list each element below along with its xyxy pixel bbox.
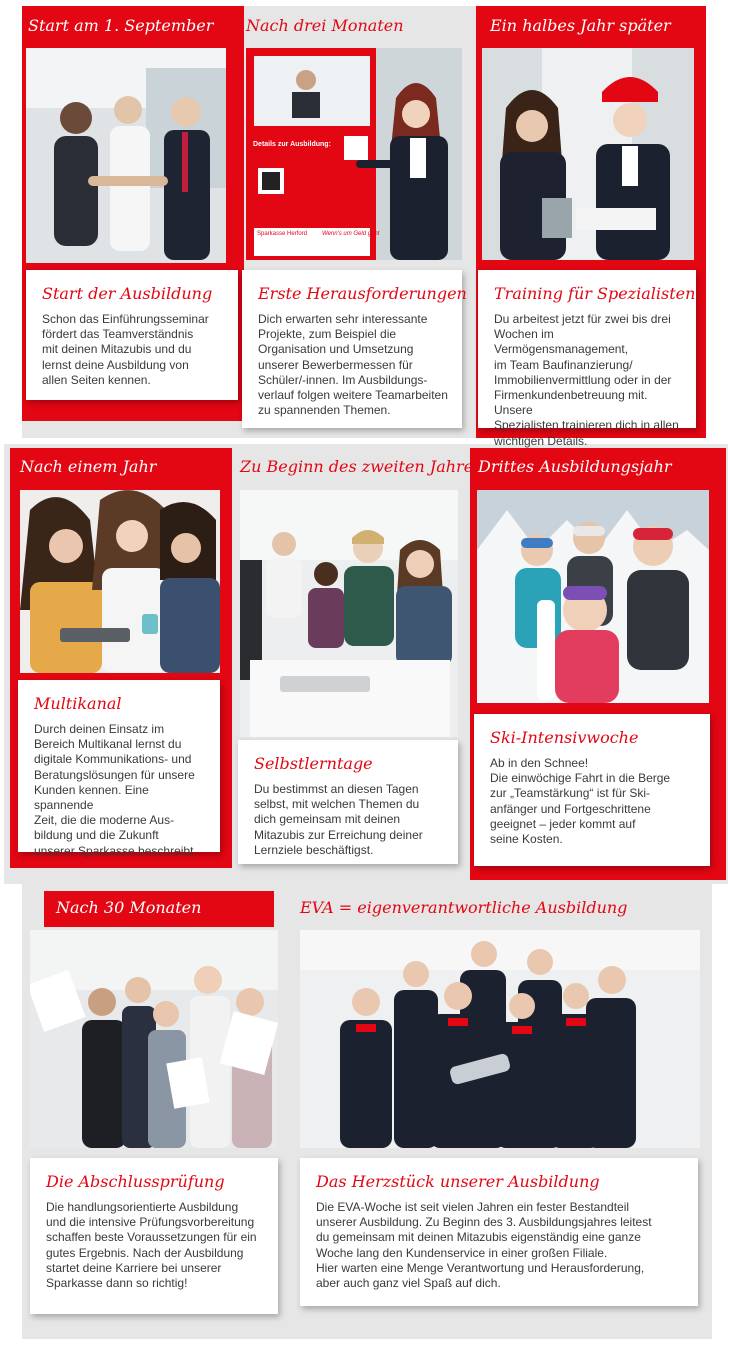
card-title: Erste Herausforderungen [258, 284, 467, 303]
card-title: Das Herzstück unserer Ausbildung [316, 1172, 600, 1191]
card-text: Du bestimmst an diesen Tagen selbst, mit welchen Themen du dich gemeinsam mit deinen Mitazubis zur Erreichung deiner Lernziele beschäftigst. [254, 782, 423, 857]
card-title: Training für Spezialisten [494, 284, 696, 303]
poster-brand: Sparkasse Herford [257, 231, 308, 237]
photo-specialists [482, 48, 694, 260]
photo-handshake [26, 48, 226, 263]
label-halbes-jahr: Ein halbes Jahr später [490, 16, 671, 35]
label-nach-einem-jahr: Nach einem Jahr [20, 457, 157, 476]
card-title: Selbstlerntage [254, 754, 373, 773]
card-text: Schon das Einführungsseminar fördert das Teamverständnis mit deinen Mitazubis und du lernst deine Ausbildung von allen Seiten kennen. [42, 312, 209, 387]
card-multikanal [18, 680, 220, 858]
card-text: Durch deinen Einsatz im Bereich Multikanal lernst du digitale Kommunikations- und Beratungslösungen für unsere Kunden kennen. Eine spannende Zeit, die die moderne Aus- bildung und die Zukunft unserer Sparkasse beschreibt. [34, 722, 197, 858]
card-ski-intensivwoche [474, 714, 710, 866]
label-zweites-jahr: Zu Beginn des zweiten Jahres [240, 457, 482, 476]
photo-ski [477, 490, 709, 703]
photo-selbstlerntage [240, 490, 458, 737]
card-title: Start der Ausbildung [42, 284, 213, 303]
card-start-der-ausbildung [26, 270, 238, 400]
card-selbstlerntage [238, 740, 458, 864]
card-erste-herausforderungen [242, 270, 467, 428]
card-title: Multikanal [34, 694, 122, 713]
poster-heading: Details zur Ausbildung: [253, 141, 331, 148]
card-text: Du arbeitest jetzt für zwei bis drei Wochen im Vermögensmanagement, im Team Baufinanzierung/ Immobilienvermittlung oder in der Firmenkundenbetreuung mit. Unsere Spezialisten trainieren dich in allen wichtigen Details. [494, 312, 679, 448]
label-start: Start am 1. September [28, 16, 214, 35]
poster-slogan: Wenn's um Geld geht [322, 231, 380, 237]
card-title: Ski-Intensivwoche [490, 728, 639, 747]
card-training-spezialisten [478, 270, 696, 448]
card-text: Die EVA-Woche ist seit vielen Jahren ein fester Bestandteil unserer Ausbildung. Zu Beginn des 3. Ausbildungsjahres leitest du gemeinsam mit deinen Mitazubis eigenständig eine ganze Woche lang den Kundenservice in einer großen Filiale. Hier warten eine Menge Verantwortung und Herausforderung, aber auch ganz viel Spaß auf dich. [316, 1200, 652, 1291]
card-text: Die handlungsorientierte Ausbildung und die intensive Prüfungsvorbereitung schaffen beste Voraussetzungen für ein gutes Ergebnis. Nach der Ausbildung startet deine Karriere bei unserer Sparkasse dann so richtig! [46, 1200, 257, 1291]
card-text: Ab in den Schnee! Die einwöchige Fahrt in die Berge zur „Teamstärkung“ ist für Ski- anfänger und Fortgeschrittene geeignet – jeder kommt auf seine Kosten. [490, 756, 671, 847]
label-drei-monate: Nach drei Monaten [246, 16, 404, 35]
label-eva: EVA = eigenverantwortliche Ausbildung [300, 898, 628, 917]
card-abschlusspruefung [30, 1158, 278, 1314]
photo-eva [300, 930, 700, 1148]
photo-multikanal [20, 490, 220, 673]
label-drittes-jahr: Drittes Ausbildungsjahr [478, 457, 672, 476]
card-text: Dich erwarten sehr interessante Projekte, zum Beispiel die Organisation und Umsetzung unserer Bewerbermessen für Schüler/-innen. Im Ausbildungs- verlauf folgen weitere Teamarbeiten zu spannenden Themen. [258, 312, 448, 418]
photo-abschluss [30, 930, 278, 1148]
card-herzstueck [300, 1158, 698, 1306]
photo-info-poster [246, 48, 462, 260]
label-30-monate: Nach 30 Monaten [56, 898, 202, 917]
card-title: Die Abschlussprüfung [46, 1172, 225, 1191]
